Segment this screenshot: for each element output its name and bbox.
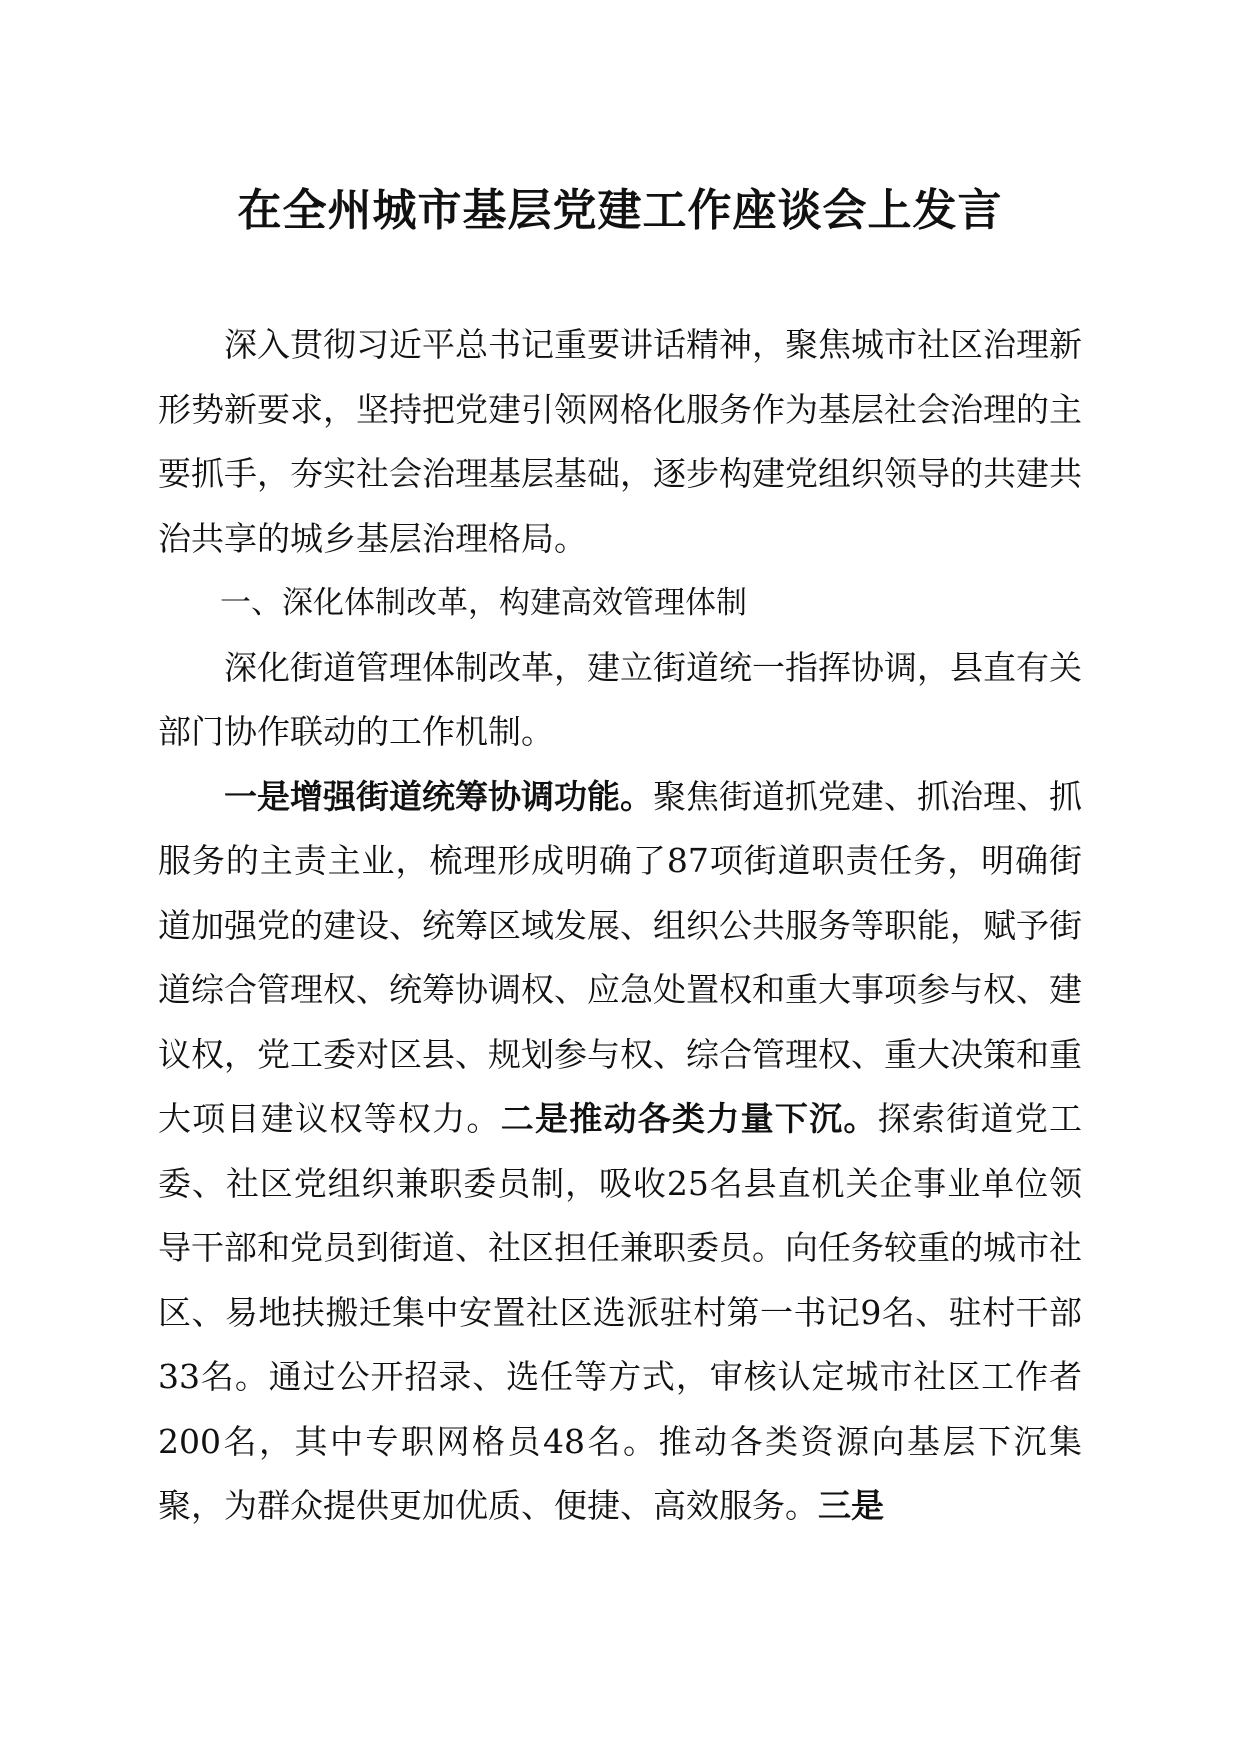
document-page [158, 0, 1083, 1525]
section-heading: 一、深化体制改革，构建高效管理体制 [220, 585, 747, 621]
point1-title: 一是增强街道统筹协调功能。 [224, 776, 653, 816]
document-title: 在全州城市基层党建工作座谈会上发言 [237, 185, 1003, 236]
document-body [158, 313, 1082, 1539]
section-lead-paragraph: 深化街道管理体制改革，建立街道统一指挥协调，县直有关部门协作联动的工作机制。 [158, 647, 1082, 751]
intro-paragraph: 深入贯彻习近平总书记重要讲话精神，聚焦城市社区治理新形势新要求，坚持把党建引领网格化服务作为基层社会治理的主要抓手，夯实社会治理基层基础，逐步构建党组织领导的共建共治共享的城乡基层治理格局。 [158, 325, 1082, 558]
point2-title: 二是推动各类力量下沉。 [500, 1099, 878, 1138]
point1-text: 聚焦街道抓党建、抓治理、抓服务的主责主业，梳理形成明确了87项街道职责任务，明确街道加强党的建设、统筹区域发展、组织公共服务等职能，赋予街道综合管理权、统筹协调权、应急处置权和重大事项参与权、建议权，党工委对区县、规划参与权、综合管理权、重大决策和重大项目建议权等权力。 [158, 776, 1082, 1138]
points-paragraph [158, 765, 1082, 1539]
point2-text: 探索街道党工委、社区党组织兼职委员制，吸收25名县直机关企事业单位领导干部和党员到街道、社区担任兼职委员。向任务较重的城市社区、易地扶搬迁集中安置社区选派驻村第一书记9名、驻村干部33名。通过公开招录、选任等方式，审核认定城市社区工作者200名，其中专职网格员48名。推动各类资源向基层下沉集聚，为群众提供更加优质、便捷、高效服务。 [158, 1099, 1083, 1525]
point3-title: 三是 [818, 1486, 884, 1525]
